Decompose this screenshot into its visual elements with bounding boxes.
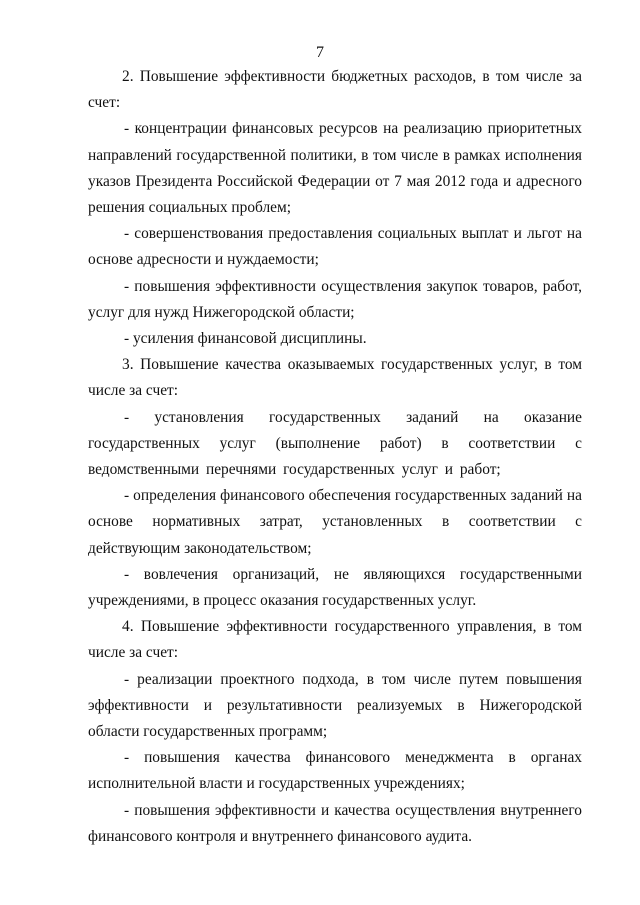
list-item: - вовлечения организаций, не являющихся государственными учреждениями, в процесс оказания государственных услуг. xyxy=(88,565,582,610)
page-number: 7 xyxy=(316,44,324,61)
list-item: - определения финансового обеспечения государственных заданий на основе нормативных затрат, установленных в соответствии с действующим законодательством; xyxy=(88,487,582,557)
list-item: - концентрации финансовых ресурсов на реализацию приоритетных направлений государственной политики, в том числе в рамках исполнения указов Президента Российской Федерации от 7 мая 2012 года и адресного решения социальных проблем; xyxy=(88,120,582,217)
list-item: - повышения эффективности и качества осуществления внутреннего финансового контроля и внутреннего финансового аудита. xyxy=(88,801,582,845)
paragraph-heading-3: 3. Повышение качества оказываемых государственных услуг, в том числе за счет: xyxy=(88,356,582,400)
document-body xyxy=(88,64,582,850)
list-item: - реализации проектного подхода, в том числе путем повышения эффективности и результативности реализуемых в Нижегородской области государственных программ; xyxy=(88,670,582,741)
list-item: - повышения эффективности осуществления закупок товаров, работ, услуг для нужд Нижегородской области; xyxy=(88,277,582,321)
list-item: - усиления финансовой дисциплины. xyxy=(124,330,367,348)
paragraph-heading-2: 2. Повышение эффективности бюджетных расходов, в том числе за счет: xyxy=(88,68,582,112)
list-item: - совершенствования предоставления социальных выплат и льгот на основе адресности и нуждаемости; xyxy=(88,225,582,269)
paragraph-heading-4: 4. Повышение эффективности государственного управления, в том числе за счет: xyxy=(88,618,582,662)
list-item: - установления государственных заданий на оказание государственных услуг (выполнение работ) в соответствии с ведомственными перечнями государственных услуг и работ; xyxy=(88,408,582,479)
list-item: - повышения качества финансового менеджмента в органах исполнительной власти и государственных учреждениях; xyxy=(88,749,582,793)
